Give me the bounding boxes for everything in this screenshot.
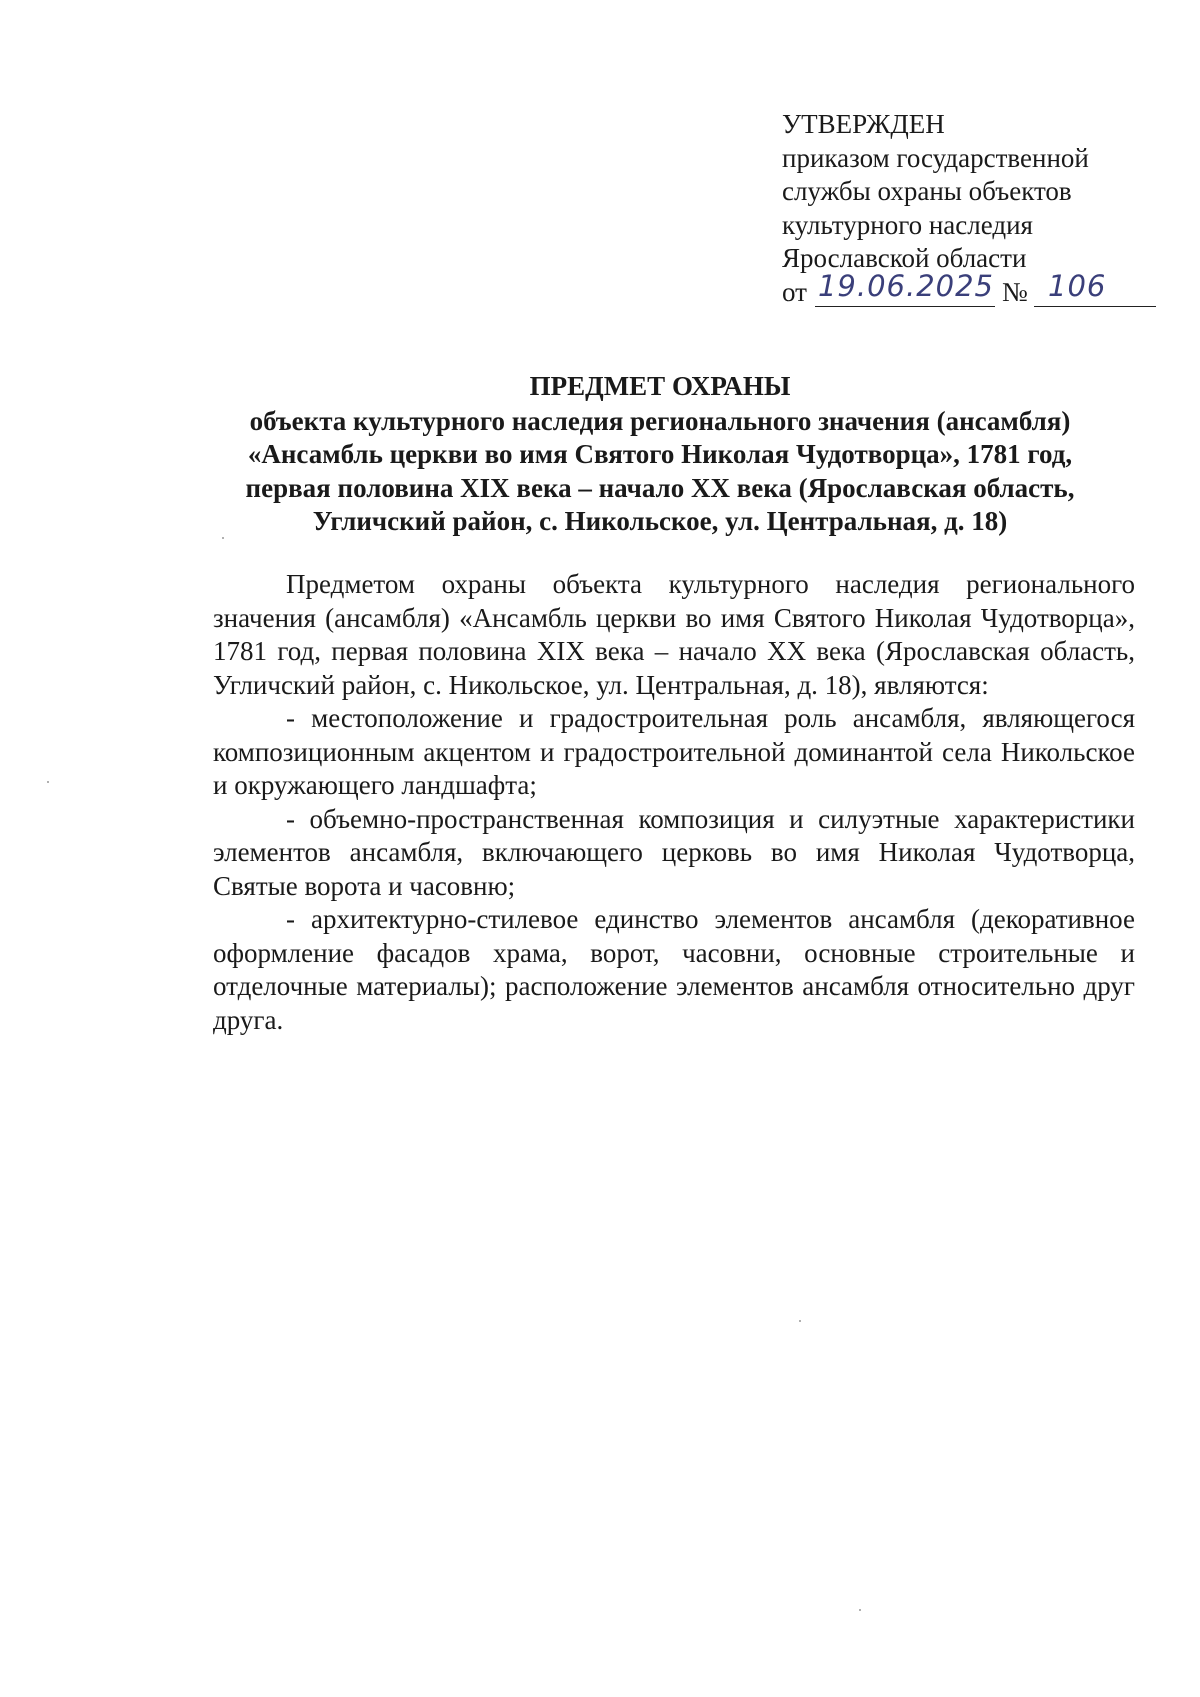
document-title [200, 370, 1120, 539]
list-item: - местоположение и градостроительная роль ансамбля, являющегося композиционным акцентом и градостроительной доминантой села Никольское и окружающего ландшафта; [213, 703, 1135, 800]
order-date-number-line [782, 268, 1142, 310]
title-line: объекта культурного наследия регионального значения (ансамбля) [249, 405, 1071, 436]
scan-speck [222, 537, 224, 539]
document-body [213, 568, 1135, 1037]
intro-paragraph: Предметом охраны объекта культурного наследия регионального значения (ансамбля) «Ансамбль церкви во имя Святого Николая Чудотворца», 1781 год, первая половина XIX века – начало XX века (Ярославская область, Угличский район, с. Никольское, ул. Центральная, д. 18), являются: [213, 569, 1135, 700]
handwritten-order-number: 106 [1048, 268, 1107, 303]
number-sign: № [1002, 276, 1028, 307]
list-item: - архитектурно-стилевое единство элементов ансамбля (декоративное оформление фасадов храма, ворот, часовни, основные строительные и отделочные материалы); расположение элементов ансамбля относительно друг друга. [213, 904, 1135, 1035]
date-underline [815, 306, 995, 307]
title-line: «Ансамбль церкви во имя Святого Николая Чудотворца», 1781 год, [247, 439, 1073, 469]
approval-line: службы охраны объектов [782, 176, 1072, 206]
scan-speck [47, 781, 49, 783]
title-heading: ПРЕДМЕТ ОХРАНЫ [529, 371, 791, 401]
number-underline [1034, 306, 1156, 307]
handwritten-order-date: 19.06.2025 [817, 268, 995, 303]
approval-status: УТВЕРЖДЕН [782, 109, 945, 139]
title-line: Угличский район, с. Никольское, ул. Центральная, д. 18) [312, 506, 1008, 536]
title-line: первая половина XIX века – начало XX века (Ярославская область, [245, 472, 1075, 503]
approval-line: культурного наследия [782, 209, 1033, 240]
approval-block [782, 108, 1142, 310]
date-prefix: от [782, 276, 807, 307]
approval-line: Ярославской области [782, 243, 1027, 273]
scan-speck [859, 1609, 861, 1611]
approval-line: приказом государственной [782, 142, 1089, 173]
list-item: - объемно-пространственная композиция и силуэтные характеристики элементов ансамбля, включающего церковь во имя Николая Чудотворца, Святые ворота и часовню; [213, 803, 1135, 901]
scan-speck [799, 1320, 801, 1322]
